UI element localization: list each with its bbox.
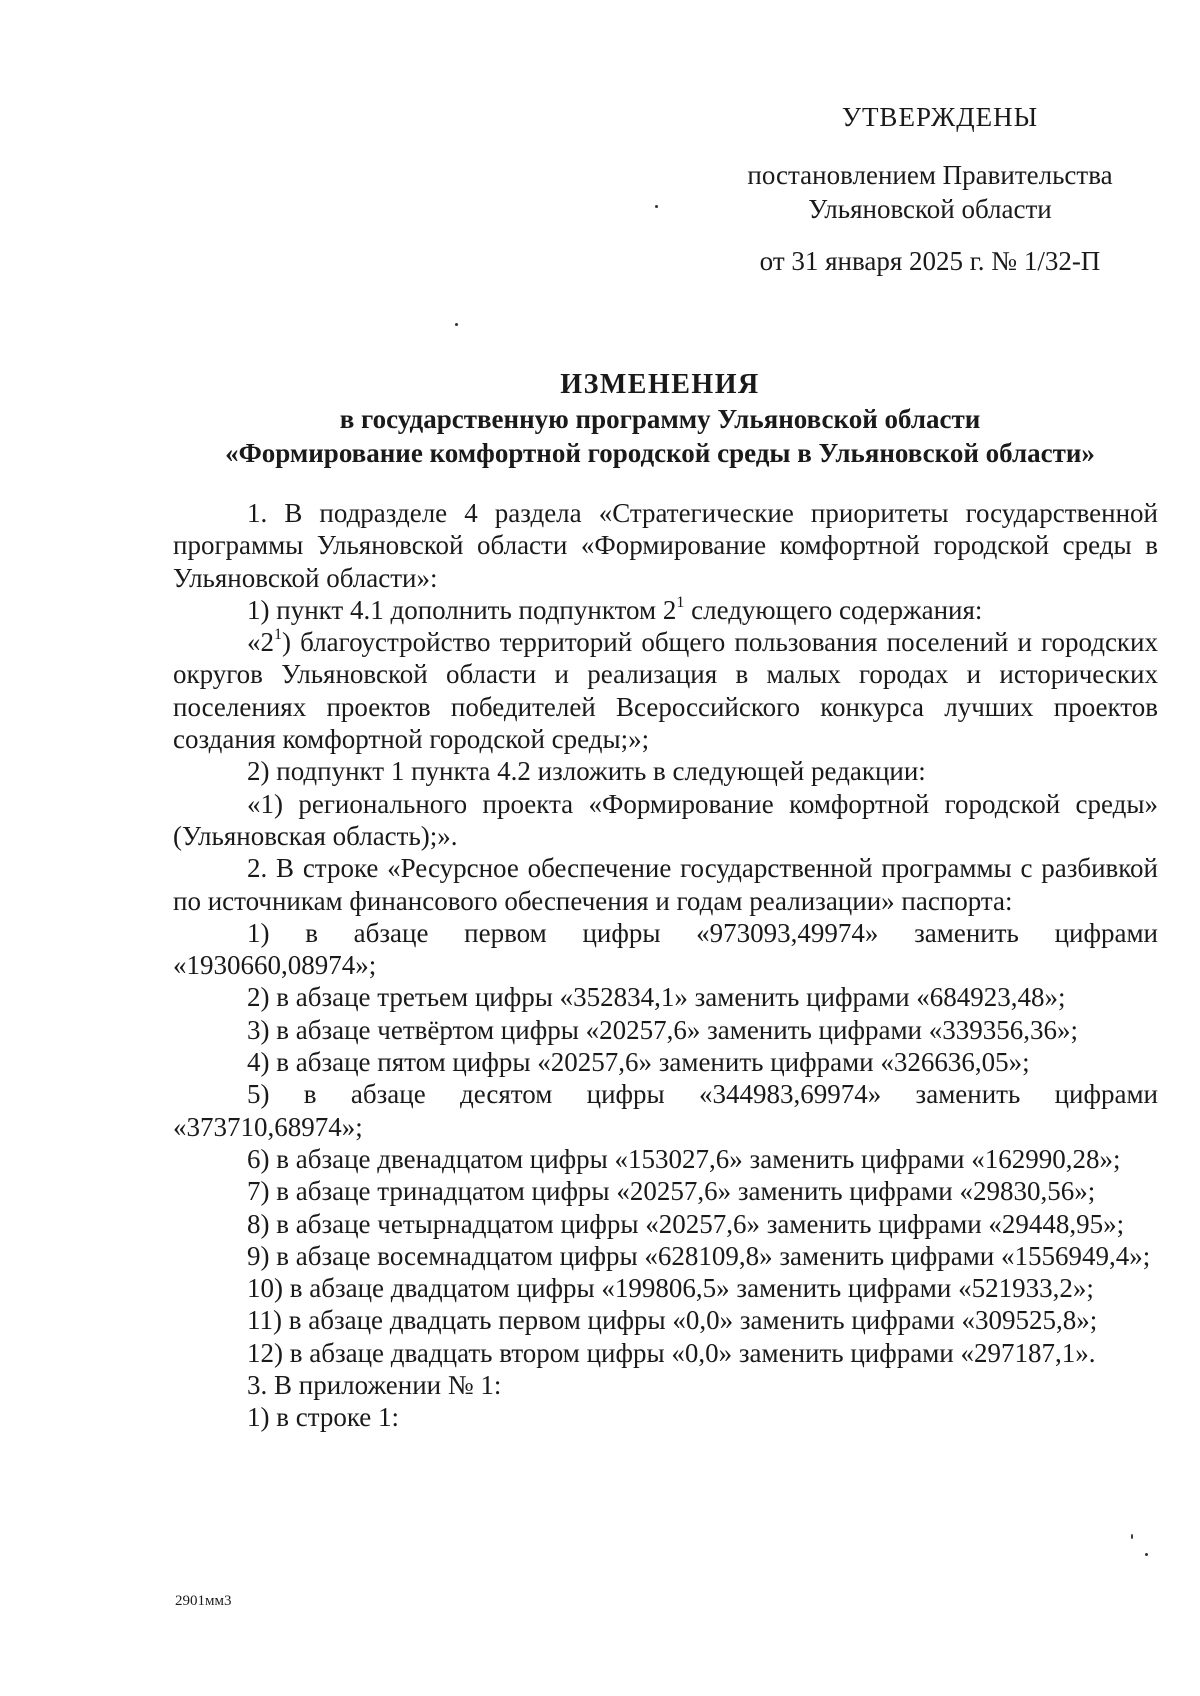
scan-speck (455, 323, 458, 326)
list-item: 4) в абзаце пятом цифры «20257,6» заменить цифрами «326636,05»; (247, 1047, 1030, 1078)
scan-speck (655, 205, 658, 208)
paragraph-point-4-2: 2) подпункт 1 пункта 4.2 изложить в следующей редакции: (247, 756, 926, 787)
list-item: 12) в абзаце двадцать втором цифры «0,0» заменить цифрами «297187,1». (247, 1337, 1096, 1368)
list-item: 2) в абзаце третьем цифры «352834,1» заменить цифрами «684923,48»; (247, 982, 1066, 1013)
list-item: 3) в абзаце четвёртом цифры «20257,6» заменить цифрами «339356,36»; (247, 1014, 1078, 1045)
list-item: 6) в абзаце двенадцатом цифры «153027,6» заменить цифрами «162990,28»; (247, 1143, 1121, 1174)
paragraph-point-4-1: 1) пункт 4.1 дополнить подпунктом $2^1$ следующего содержания: (247, 593, 983, 625)
list-item: 7) в абзаце тринадцатом цифры «20257,6» заменить цифрами «29830,56»; (247, 1176, 1096, 1207)
paragraph-section-1: 1. В подразделе 4 раздела «Стратегические приоритеты государственной программы Ульяновской области «Формирование комфортной городской среды в Ульяновской области»: (173, 498, 1158, 593)
superscript: 1 (676, 593, 685, 611)
paragraph-section-3: 3. В приложении № 1: (247, 1370, 502, 1401)
document-title: ИЗМЕНЕНИЯ (560, 369, 760, 400)
document-body (173, 497, 1158, 1434)
document-subtitle-line-2: «Формирование комфортной городской среды в Ульяновской области» (225, 438, 1095, 468)
document-heading (160, 368, 1160, 470)
paragraph-subpoint-2-1: «$2^1$) благоустройство территорий общего пользования поселений и городских округов Ульяновской области и реализация в малых городах и исторических поселениях проектов победителей Всероссийского конкурса лучших проектов создания комфортной городской среды;»; (173, 626, 1158, 755)
paragraph-section-2: 2. В строке «Ресурсное обеспечение государственной программы с разбивкой по источникам финансового обеспечения и годам реализации» паспорта: (173, 853, 1158, 916)
resolution-line-2: Ульяновской области (808, 194, 1052, 224)
list-item: 5) в абзаце десятом цифры «344983,69974» заменить цифрами «373710,68974»; (173, 1079, 1158, 1142)
list-item: 1) в абзаце первом цифры «973093,49974» заменить цифрами «1930660,08974»; (173, 917, 1158, 981)
document-subtitle-line-1: в государственную программу Ульяновской области (339, 404, 981, 434)
list-item: 8) в абзаце четырнадцатом цифры «20257,6» заменить цифрами «29448,95»; (247, 1208, 1125, 1239)
approved-label: УТВЕРЖДЕНЫ (841, 102, 1039, 132)
list-item: 9) в абзаце восемнадцатом цифры «628109,8» заменить цифрами «1556949,4»; (247, 1240, 1151, 1271)
approval-block (720, 100, 1140, 278)
resolution-date-number: от 31 января 2025 г. № 1/32-П (759, 246, 1101, 276)
superscript: 1 (274, 626, 282, 644)
list-item: 10) в абзаце двадцатом цифры «199806,5» заменить цифрами «521933,2»; (247, 1273, 1094, 1304)
paragraph-regional-project: «1) регионального проекта «Формирование комфортной городской среды» (Ульяновская область);». (173, 788, 1158, 851)
scan-speck (1131, 1534, 1133, 1539)
paragraph-row-1: 1) в строке 1: (247, 1402, 400, 1433)
list-item: 11) в абзаце двадцать первом цифры «0,0» заменить цифрами «309525,8»; (247, 1305, 1098, 1336)
document-code: 2901мм3 (175, 1593, 232, 1609)
resolution-line-1: постановлением Правительства (747, 160, 1113, 190)
scan-speck (1145, 1553, 1148, 1556)
